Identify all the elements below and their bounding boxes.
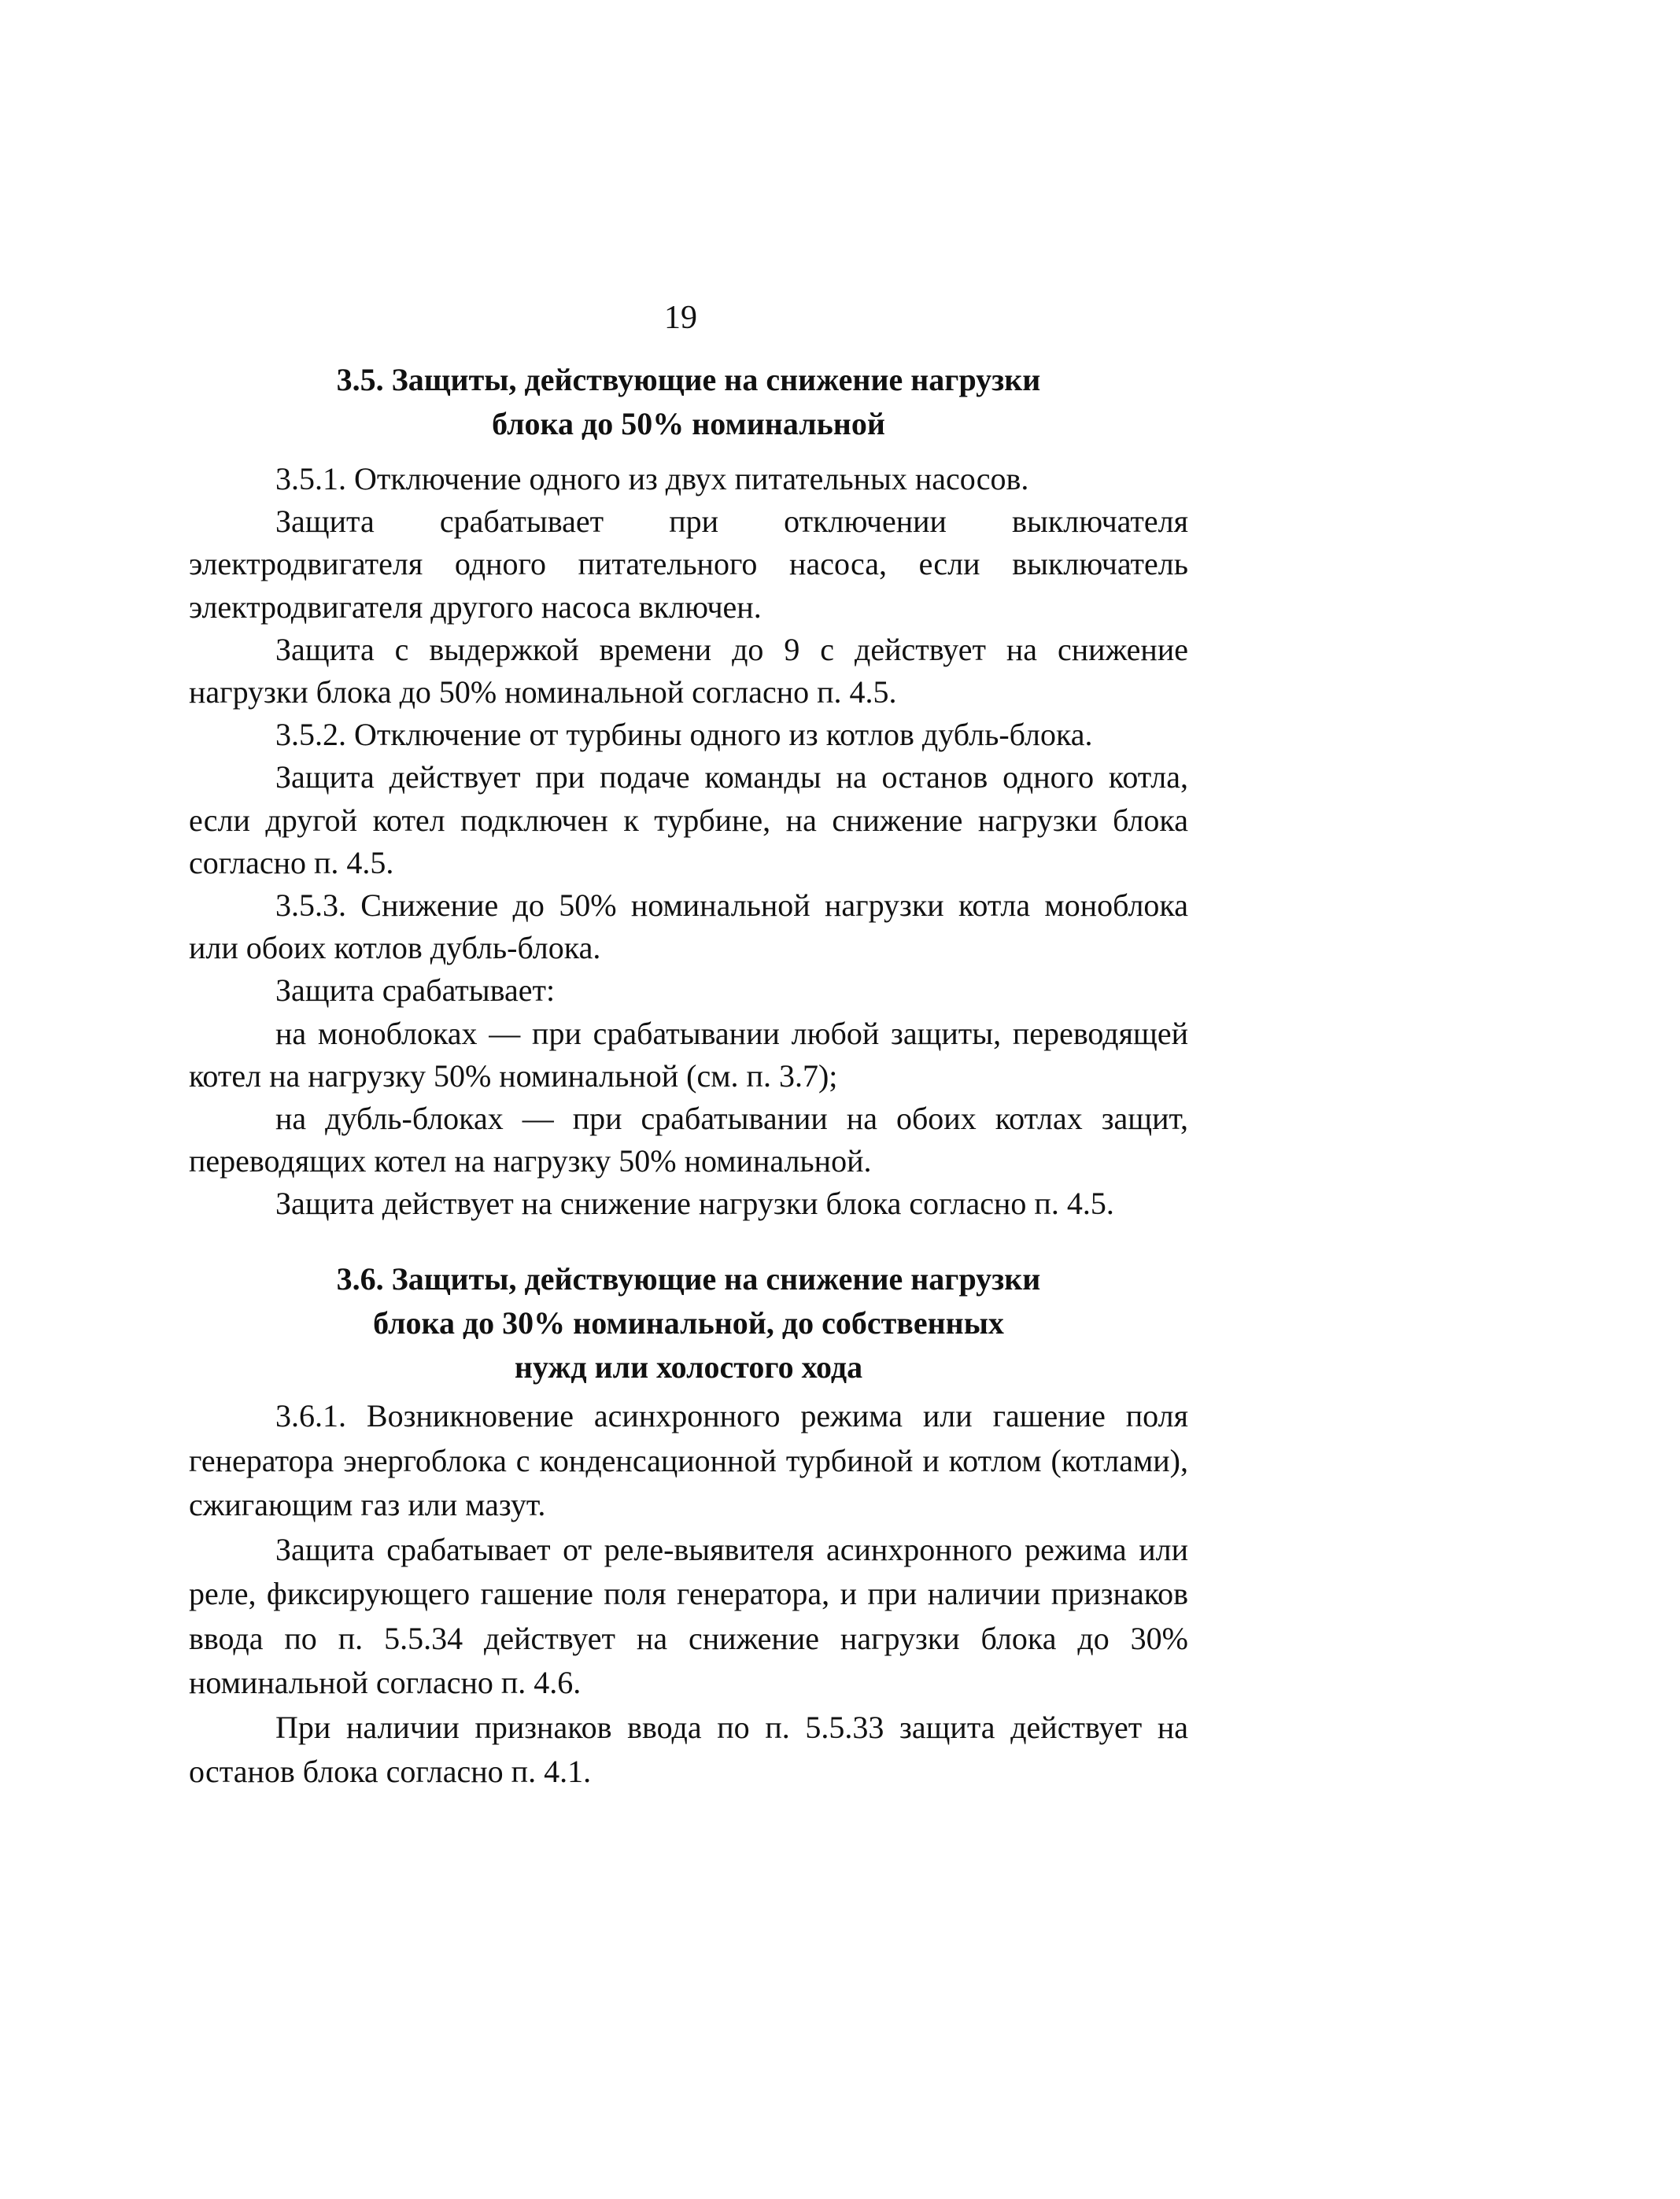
paragraph: 3.5.1. Отключение одного из двух питательных насосов. bbox=[275, 461, 1029, 496]
page-number: 19 bbox=[664, 300, 697, 336]
section-3-6-heading-line-3: нужд или холостого хода bbox=[514, 1349, 863, 1385]
section-3-5-body bbox=[189, 458, 1188, 1226]
paragraph: При наличии признаков ввода по п. 5.5.33 защита действует на останов блока согласно п. 4.1. bbox=[189, 1709, 1188, 1789]
section-3-6-heading-line-2: блока до 30% номинальной, до собственных bbox=[373, 1305, 1004, 1341]
paragraph: Защита срабатывает от реле-выявителя асинхронного режима или реле, фиксирующего гашение поля генератора, и при наличии признаков ввода по п. 5.5.34 действует на снижение нагрузки блока до 30% номинальной согласно п. 4.6. bbox=[189, 1531, 1188, 1700]
paragraph: 3.6.1. Возникновение асинхронного режима или гашение поля генератора энергоблока с конденсационной турбиной и котлом (котлами), сжигающим газ или мазут. bbox=[189, 1398, 1188, 1522]
section-3-5-heading bbox=[189, 358, 1188, 446]
paragraph: Защита действует на снижение нагрузки блока согласно п. 4.5. bbox=[275, 1186, 1114, 1222]
section-3-5-heading-line-1: 3.5. Защиты, действующие на снижение нагрузки bbox=[336, 362, 1041, 397]
section-3-5-heading-line-2: блока до 50% номинальной bbox=[492, 406, 885, 441]
paragraph: на моноблоках — при срабатывании любой защиты, переводящей котел на нагрузку 50% номинальной (см. п. 3.7); bbox=[189, 1015, 1188, 1094]
paragraph: 3.5.2. Отключение от турбины одного из котлов дубль-блока. bbox=[275, 717, 1093, 753]
paragraph: Защита действует при подаче команды на останов одного котла, если другой котел подключен к турбине, на снижение нагрузки блока согласно п. 4.5. bbox=[189, 759, 1188, 880]
paragraph: 3.5.3. Снижение до 50% номинальной нагрузки котла моноблока или обоих котлов дубль-блока. bbox=[189, 887, 1188, 966]
paragraph: Защита срабатывает: bbox=[275, 972, 556, 1009]
paragraph: на дубль-блоках — при срабатывании на обоих котлах защит, переводящих котел на нагрузку 50% номинальной. bbox=[189, 1101, 1188, 1179]
paragraph: Защита с выдержкой времени до 9 с действует на снижение нагрузки блока до 50% номинальной согласно п. 4.5. bbox=[189, 631, 1188, 710]
section-3-6-body bbox=[189, 1394, 1188, 1795]
section-3-6-heading-line-1: 3.6. Защиты, действующие на снижение нагрузки bbox=[336, 1261, 1041, 1297]
section-3-6-heading bbox=[189, 1257, 1188, 1389]
paragraph: Защита срабатывает при отключении выключателя электродвигателя одного питательного насоса, если выключатель электродвигателя другого насоса включен. bbox=[189, 504, 1188, 625]
